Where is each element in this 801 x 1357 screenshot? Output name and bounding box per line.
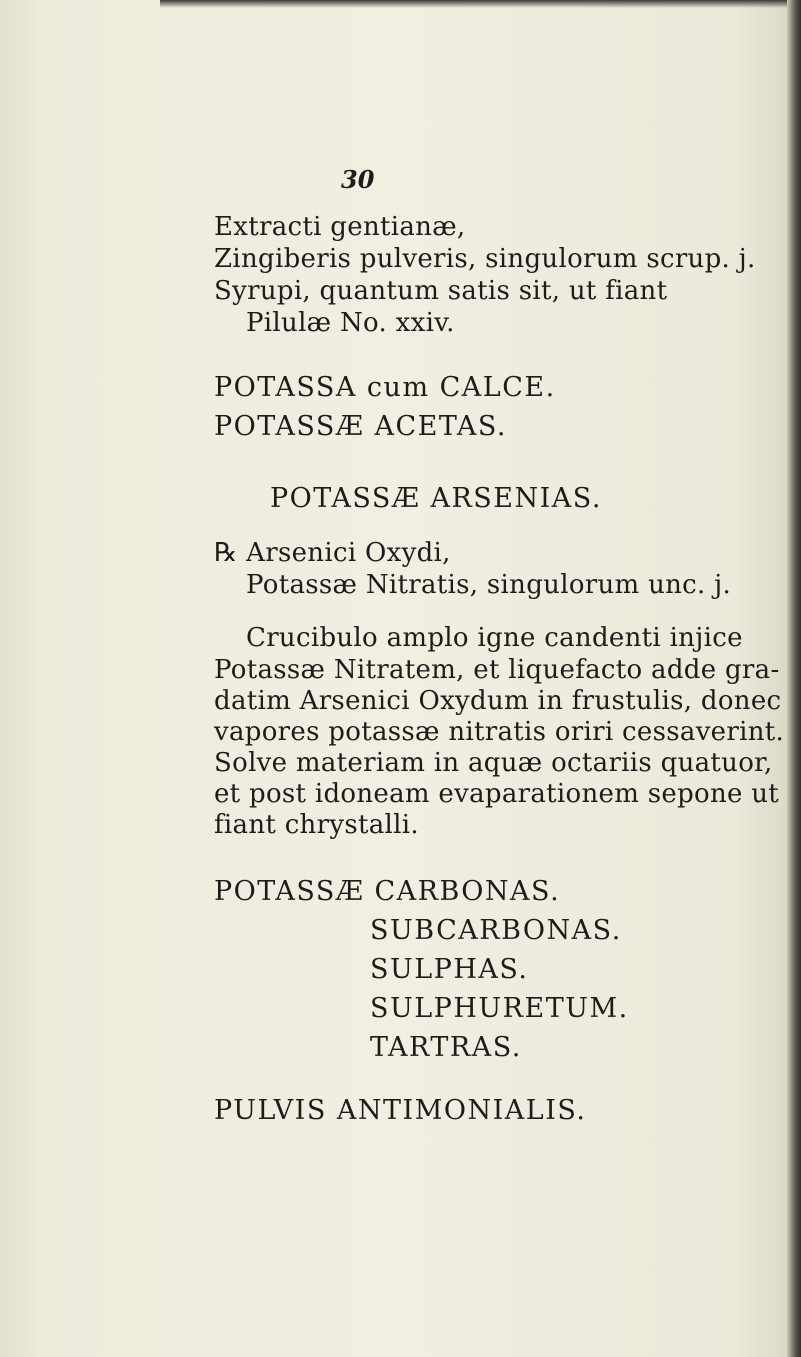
instruction-line-6: et post idoneam evaparationem sepone ut (214, 779, 780, 809)
heading-sulphas: SULPHAS. (370, 954, 529, 985)
instruction-line-1: Crucibulo amplo igne candenti injice (246, 623, 743, 653)
instruction-line-2: Potassæ Nitratem, et liquefacto adde gra- (214, 655, 780, 685)
recipe-line-2: Potassæ Nitratis, singulorum unc. j. (246, 570, 732, 600)
extract-line-4: Pilulæ No. xxiv. (246, 308, 455, 338)
heading-potassae-arsenias: POTASSÆ ARSENIAS. (270, 483, 602, 514)
heading-potassae-carbonas: POTASSÆ CARBONAS. (214, 876, 561, 907)
instruction-line-7: fiant chrystalli. (214, 810, 419, 840)
recipe-line-1: ℞ Arsenici Oxydi, (214, 538, 451, 568)
heading-potassa-calce: POTASSA cum CALCE. (214, 372, 556, 403)
instruction-line-4: vapores potassæ nitratis oriri cessaverint. (214, 717, 785, 747)
heading-sulphuretum: SULPHURETUM. (370, 993, 629, 1024)
heading-potassae-acetas: POTASSÆ ACETAS. (214, 411, 507, 442)
page-top-shadow (160, 0, 801, 8)
page-number: 30 (341, 165, 375, 194)
heading-tartras: TARTRAS. (370, 1032, 522, 1063)
instruction-line-3: datim Arsenici Oxydum in frustulis, donec (214, 686, 782, 716)
instruction-line-5: Solve materiam in aquæ octariis quatuor, (214, 748, 773, 778)
extract-line-3: Syrupi, quantum satis sit, ut fiant (214, 276, 668, 306)
heading-subcarbonas: SUBCARBONAS. (370, 915, 622, 946)
heading-pulvis-antimonialis: PULVIS ANTIMONIALIS. (214, 1095, 587, 1126)
extract-line-2: Zingiberis pulveris, singulorum scrup. j. (214, 244, 756, 274)
binding-edge (787, 0, 801, 1357)
extract-line-1: Extracti gentianæ, (214, 212, 466, 242)
